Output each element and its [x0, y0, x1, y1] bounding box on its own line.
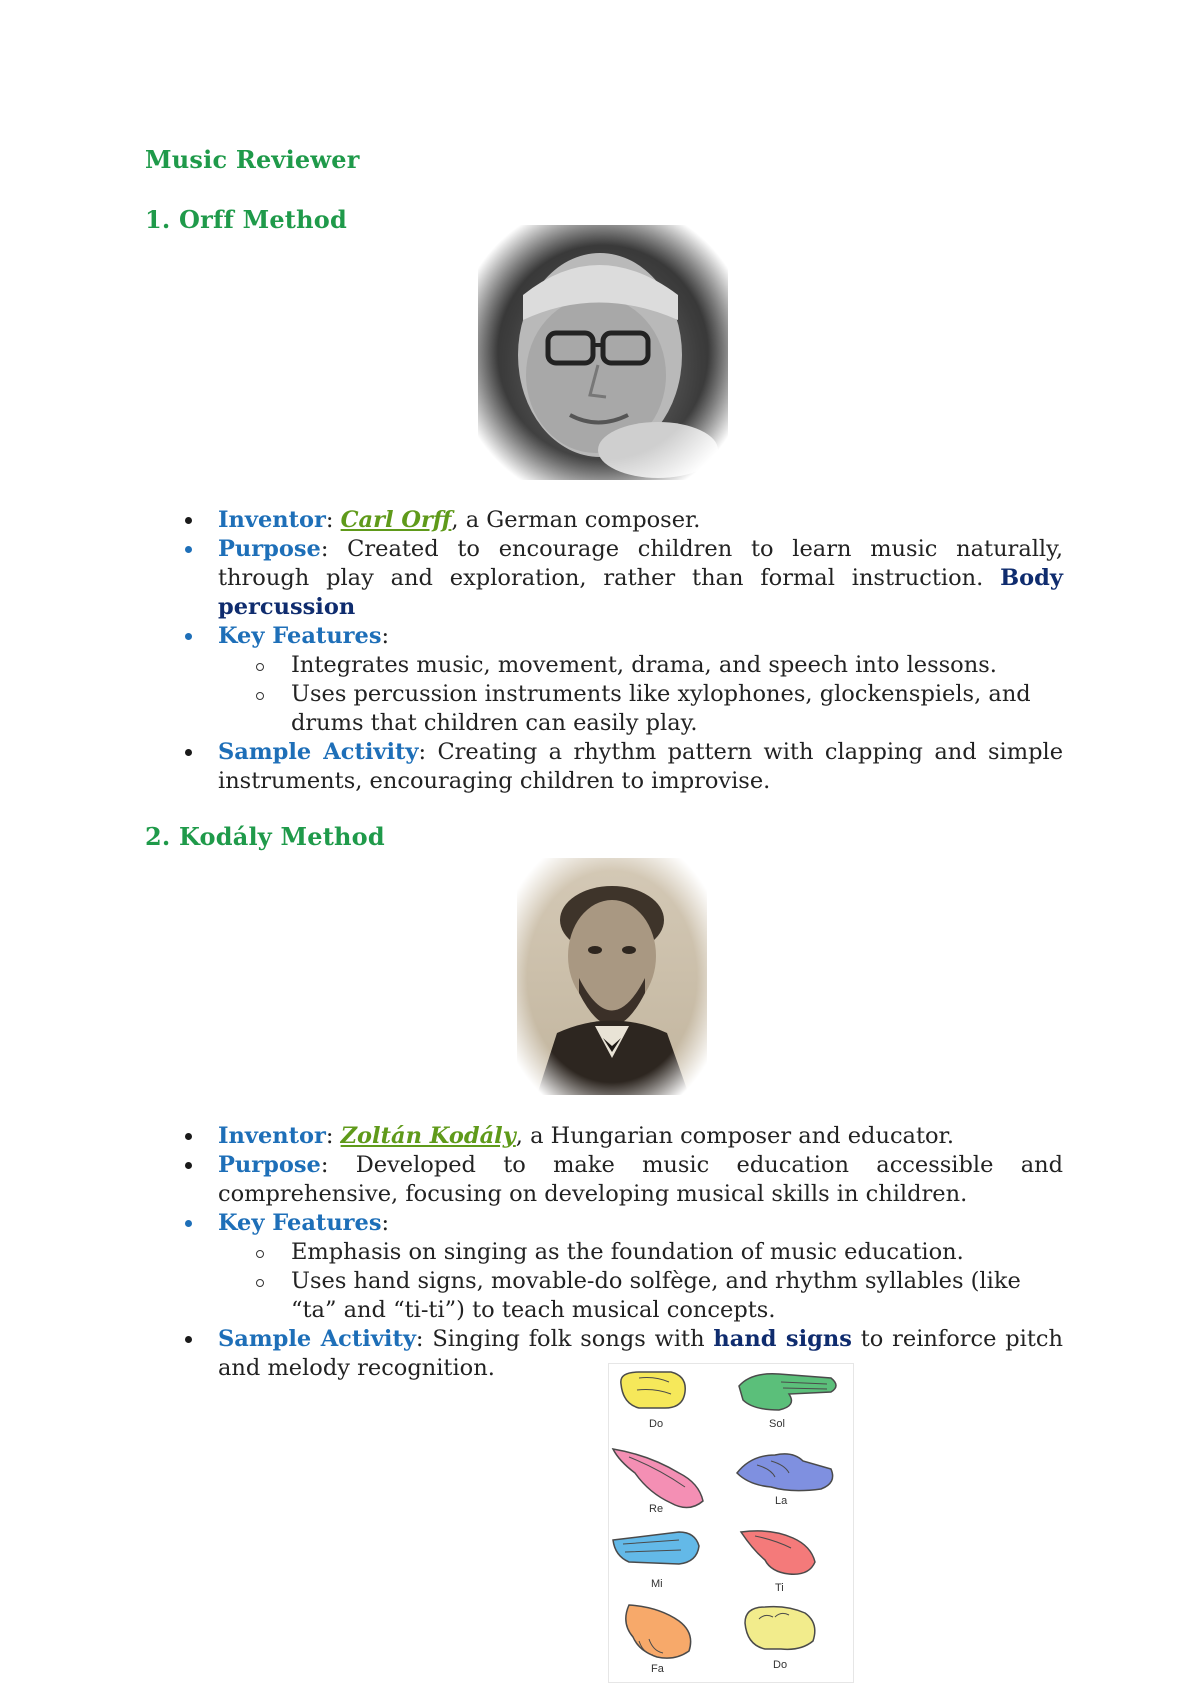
section-heading-orff: 1. Orff Method	[145, 205, 347, 234]
bullet-icon	[185, 517, 192, 524]
hand-ti-icon	[731, 1522, 853, 1601]
list-item-inventor: Inventor: Zoltán Kodály, a Hungarian composer and educator.	[180, 1122, 1063, 1151]
sub-list-item: Integrates music, movement, drama, and speech into lessons.	[218, 651, 1063, 680]
carl-orff-portrait	[478, 225, 728, 480]
purpose-emphasis: Body percussion	[218, 565, 1063, 620]
hand-sign-cell	[609, 1601, 731, 1680]
hand-sign-label: Fa	[651, 1663, 664, 1675]
key-features-sublist	[218, 1238, 1063, 1325]
list-item-sample-activity: Sample Activity: Singing folk songs with hand signs to reinforce pitch and melody recognition.	[180, 1325, 1063, 1383]
sample-activity-label: Sample Activity	[218, 1326, 416, 1352]
list-item-purpose	[180, 535, 1063, 622]
circle-bullet-icon	[256, 1250, 264, 1258]
section-heading-kodaly: 2. Kodály Method	[145, 822, 385, 851]
key-features-sublist	[218, 651, 1063, 738]
list-item-sample-activity	[180, 738, 1063, 796]
bullet-icon	[185, 1220, 192, 1227]
hand-sign-cell	[731, 1522, 853, 1601]
hand-do-high-icon	[731, 1601, 853, 1680]
hand-sign-cell	[609, 1443, 731, 1522]
circle-bullet-icon	[256, 692, 264, 700]
hand-re-icon	[609, 1443, 731, 1522]
kodaly-details-list	[180, 1122, 1063, 1383]
list-item-key-features: Key Features: Emphasis on singing as the foundation of music education. Uses hand signs, movable-do solfège, and rhythm syllables (like “ta” and “ti-ti”) to teach musical concepts.	[180, 1209, 1063, 1325]
hand-sign-label: Mi	[651, 1578, 663, 1590]
inventor-description: , a Hungarian composer and educator.	[515, 1123, 954, 1149]
key-features-label: Key Features	[218, 1210, 382, 1236]
hand-sign-cell	[609, 1522, 731, 1601]
purpose-text: : Created to encourage children to learn music naturally, through play and exploration, rather than formal instruction.	[218, 536, 1063, 591]
hand-sign-label: Sol	[769, 1418, 785, 1430]
list-item-key-features: Key Features: Integrates music, movement, drama, and speech into lessons. Uses percussion instruments like xylophones, glockenspiels, and drums that children can easily play.	[180, 622, 1063, 738]
hand-sign-label: La	[775, 1495, 788, 1507]
inventor-label: Inventor	[218, 1123, 326, 1149]
list-item-purpose	[180, 1151, 1063, 1209]
list-item-inventor: Inventor: Carl Orff, a German composer.	[180, 506, 1063, 535]
bullet-icon	[185, 1162, 192, 1169]
document-title: Music Reviewer	[145, 145, 360, 174]
hand-sign-label: Ti	[775, 1582, 784, 1594]
purpose-text: : Developed to make music education accessible and comprehensive, focusing on developing musical skills in children.	[218, 1152, 1063, 1207]
purpose-label: Purpose	[218, 1152, 321, 1178]
hand-sign-label: Do	[649, 1418, 664, 1430]
orff-details-list	[180, 506, 1063, 796]
hand-do-icon	[609, 1364, 731, 1443]
inventor-name-link[interactable]: Zoltán Kodály	[340, 1123, 516, 1149]
hand-sign-cell	[609, 1364, 731, 1443]
hand-sign-cell	[731, 1364, 853, 1443]
sample-activity-text: : Singing folk songs with	[415, 1326, 714, 1352]
inventor-name-link[interactable]: Carl Orff	[340, 507, 452, 533]
bullet-icon	[185, 1336, 192, 1343]
hand-sign-cell	[731, 1443, 853, 1522]
sample-activity-text: : Creating a rhythm pattern with clapping and simple instruments, encouraging children to improvise.	[218, 739, 1064, 794]
circle-bullet-icon	[256, 663, 264, 671]
inventor-label: Inventor	[218, 507, 326, 533]
key-features-label: Key Features	[218, 623, 382, 649]
hand-fa-icon	[609, 1601, 731, 1680]
sub-list-item: Emphasis on singing as the foundation of music education.	[218, 1238, 1063, 1267]
circle-bullet-icon	[256, 1279, 264, 1287]
hand-sign-cell	[731, 1601, 853, 1680]
hand-mi-icon	[609, 1522, 731, 1601]
bullet-icon	[185, 633, 192, 640]
bullet-icon	[185, 1133, 192, 1140]
sub-list-item: Uses hand signs, movable-do solfège, and rhythm syllables (like “ta” and “ti-ti”) to teach musical concepts.	[218, 1267, 1063, 1325]
portrait-drawing-kodaly	[517, 858, 707, 1095]
hand-sign-label: Do	[773, 1659, 788, 1671]
inventor-description: , a German composer.	[451, 507, 701, 533]
sample-activity-label: Sample Activity	[218, 739, 419, 765]
solfege-hand-signs-chart	[608, 1363, 854, 1683]
purpose-label: Purpose	[218, 536, 321, 562]
bullet-icon	[185, 749, 192, 756]
sample-activity-emphasis: hand signs	[713, 1326, 852, 1352]
bullet-icon	[185, 546, 192, 553]
portrait-drawing-orff	[478, 225, 728, 480]
zoltan-kodaly-portrait	[517, 858, 707, 1095]
hand-sol-icon	[731, 1364, 853, 1443]
hand-la-icon	[731, 1443, 853, 1522]
sub-list-item: Uses percussion instruments like xylophones, glockenspiels, and drums that children can easily play.	[218, 680, 1063, 738]
hand-sign-label: Re	[649, 1503, 664, 1515]
